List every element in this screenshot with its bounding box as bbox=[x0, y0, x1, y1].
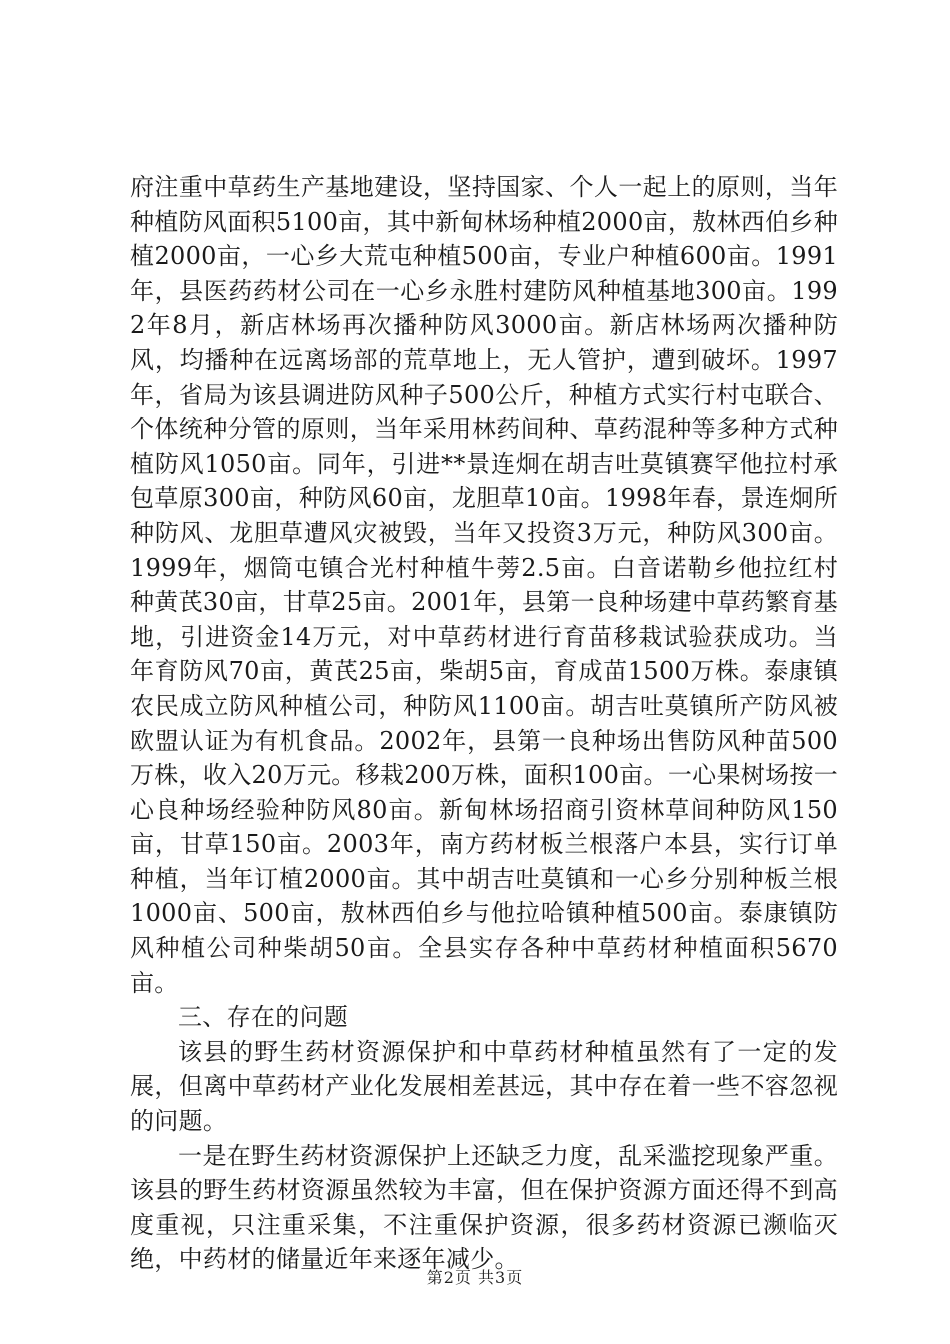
section-heading: 三、存在的问题 bbox=[178, 1003, 349, 1032]
paragraph-problem-one: 一是在野生药材资源保护上还缺乏力度，乱采滥挖现象严重。该县的野生药材资源虽然较为丰富，但在保护资源方面还得不到高度重视，只注重采集，不注重保护资源，很多药材资源已濒临灭绝，中药材的储量近年来逐年减少。 bbox=[130, 1141, 838, 1274]
page-footer: 第2页 共3页 bbox=[426, 1268, 524, 1287]
paragraph-intro: 该县的野生药材资源保护和中草药材种植虽然有了一定的发展，但离中草药材产业化发展相差甚远，其中存在着一些不容忽视的问题。 bbox=[130, 1037, 838, 1136]
document-body bbox=[130, 170, 838, 1277]
paragraph-continuation: 府注重中草药生产基地建设，坚持国家、个人一起上的原则，当年种植防风面积5100亩，其中新甸林场种植2000亩，敖林西伯乡种植2000亩，一心乡大荒屯种植500亩，专业户种植600亩。1991年，县医药药材公司在一心乡永胜村建防风种植基地300亩。1992年8月，新店林场再次播种防风3000亩。新店林场两次播种防风，均播种在远离场部的荒草地上，无人管护，遭到破坏。1997年，省局为该县调进防风种子500公斤，种植方式实行村屯联合、个体统种分管的原则，当年采用林药间种、草药混种等多种方式种植防风1050亩。同年，引进**景连炯在胡吉吐莫镇赛罕他拉村承包草原300亩，种防风60亩，龙胆草10亩。1998年春，景连炯所种防风、龙胆草遭风灾被毁，当年又投资3万元，种防风300亩。1999年，烟筒屯镇合光村种植牛蒡2.5亩。白音诺勒乡他拉红村种黄芪30亩，甘草25亩。2001年，县第一良种场建中草药繁育基地，引进资金14万元，对中草药材进行育苗移栽试验获成功。当年育防风70亩，黄芪25亩，柴胡5亩，育成苗1500万株。泰康镇农民成立防风种植公司，种防风1100亩。胡吉吐莫镇所产防风被欧盟认证为有机食品。2002年，县第一良种场出售防风种苗500万株，收入20万元。移栽200万株，面积100亩。一心果树场按一心良种场经验种防风80亩。新甸林场招商引资林草间种防风150亩，甘草150亩。2003年，南方药材板兰根落户本县，实行订单种植，当年订植2000亩。其中胡吉吐莫镇和一心乡分别种板兰根1000亩、500亩，敖林西伯乡与他拉哈镇种植500亩。泰康镇防风种植公司种柴胡50亩。全县实存各种中草药材种植面积5670亩。 bbox=[130, 173, 838, 997]
